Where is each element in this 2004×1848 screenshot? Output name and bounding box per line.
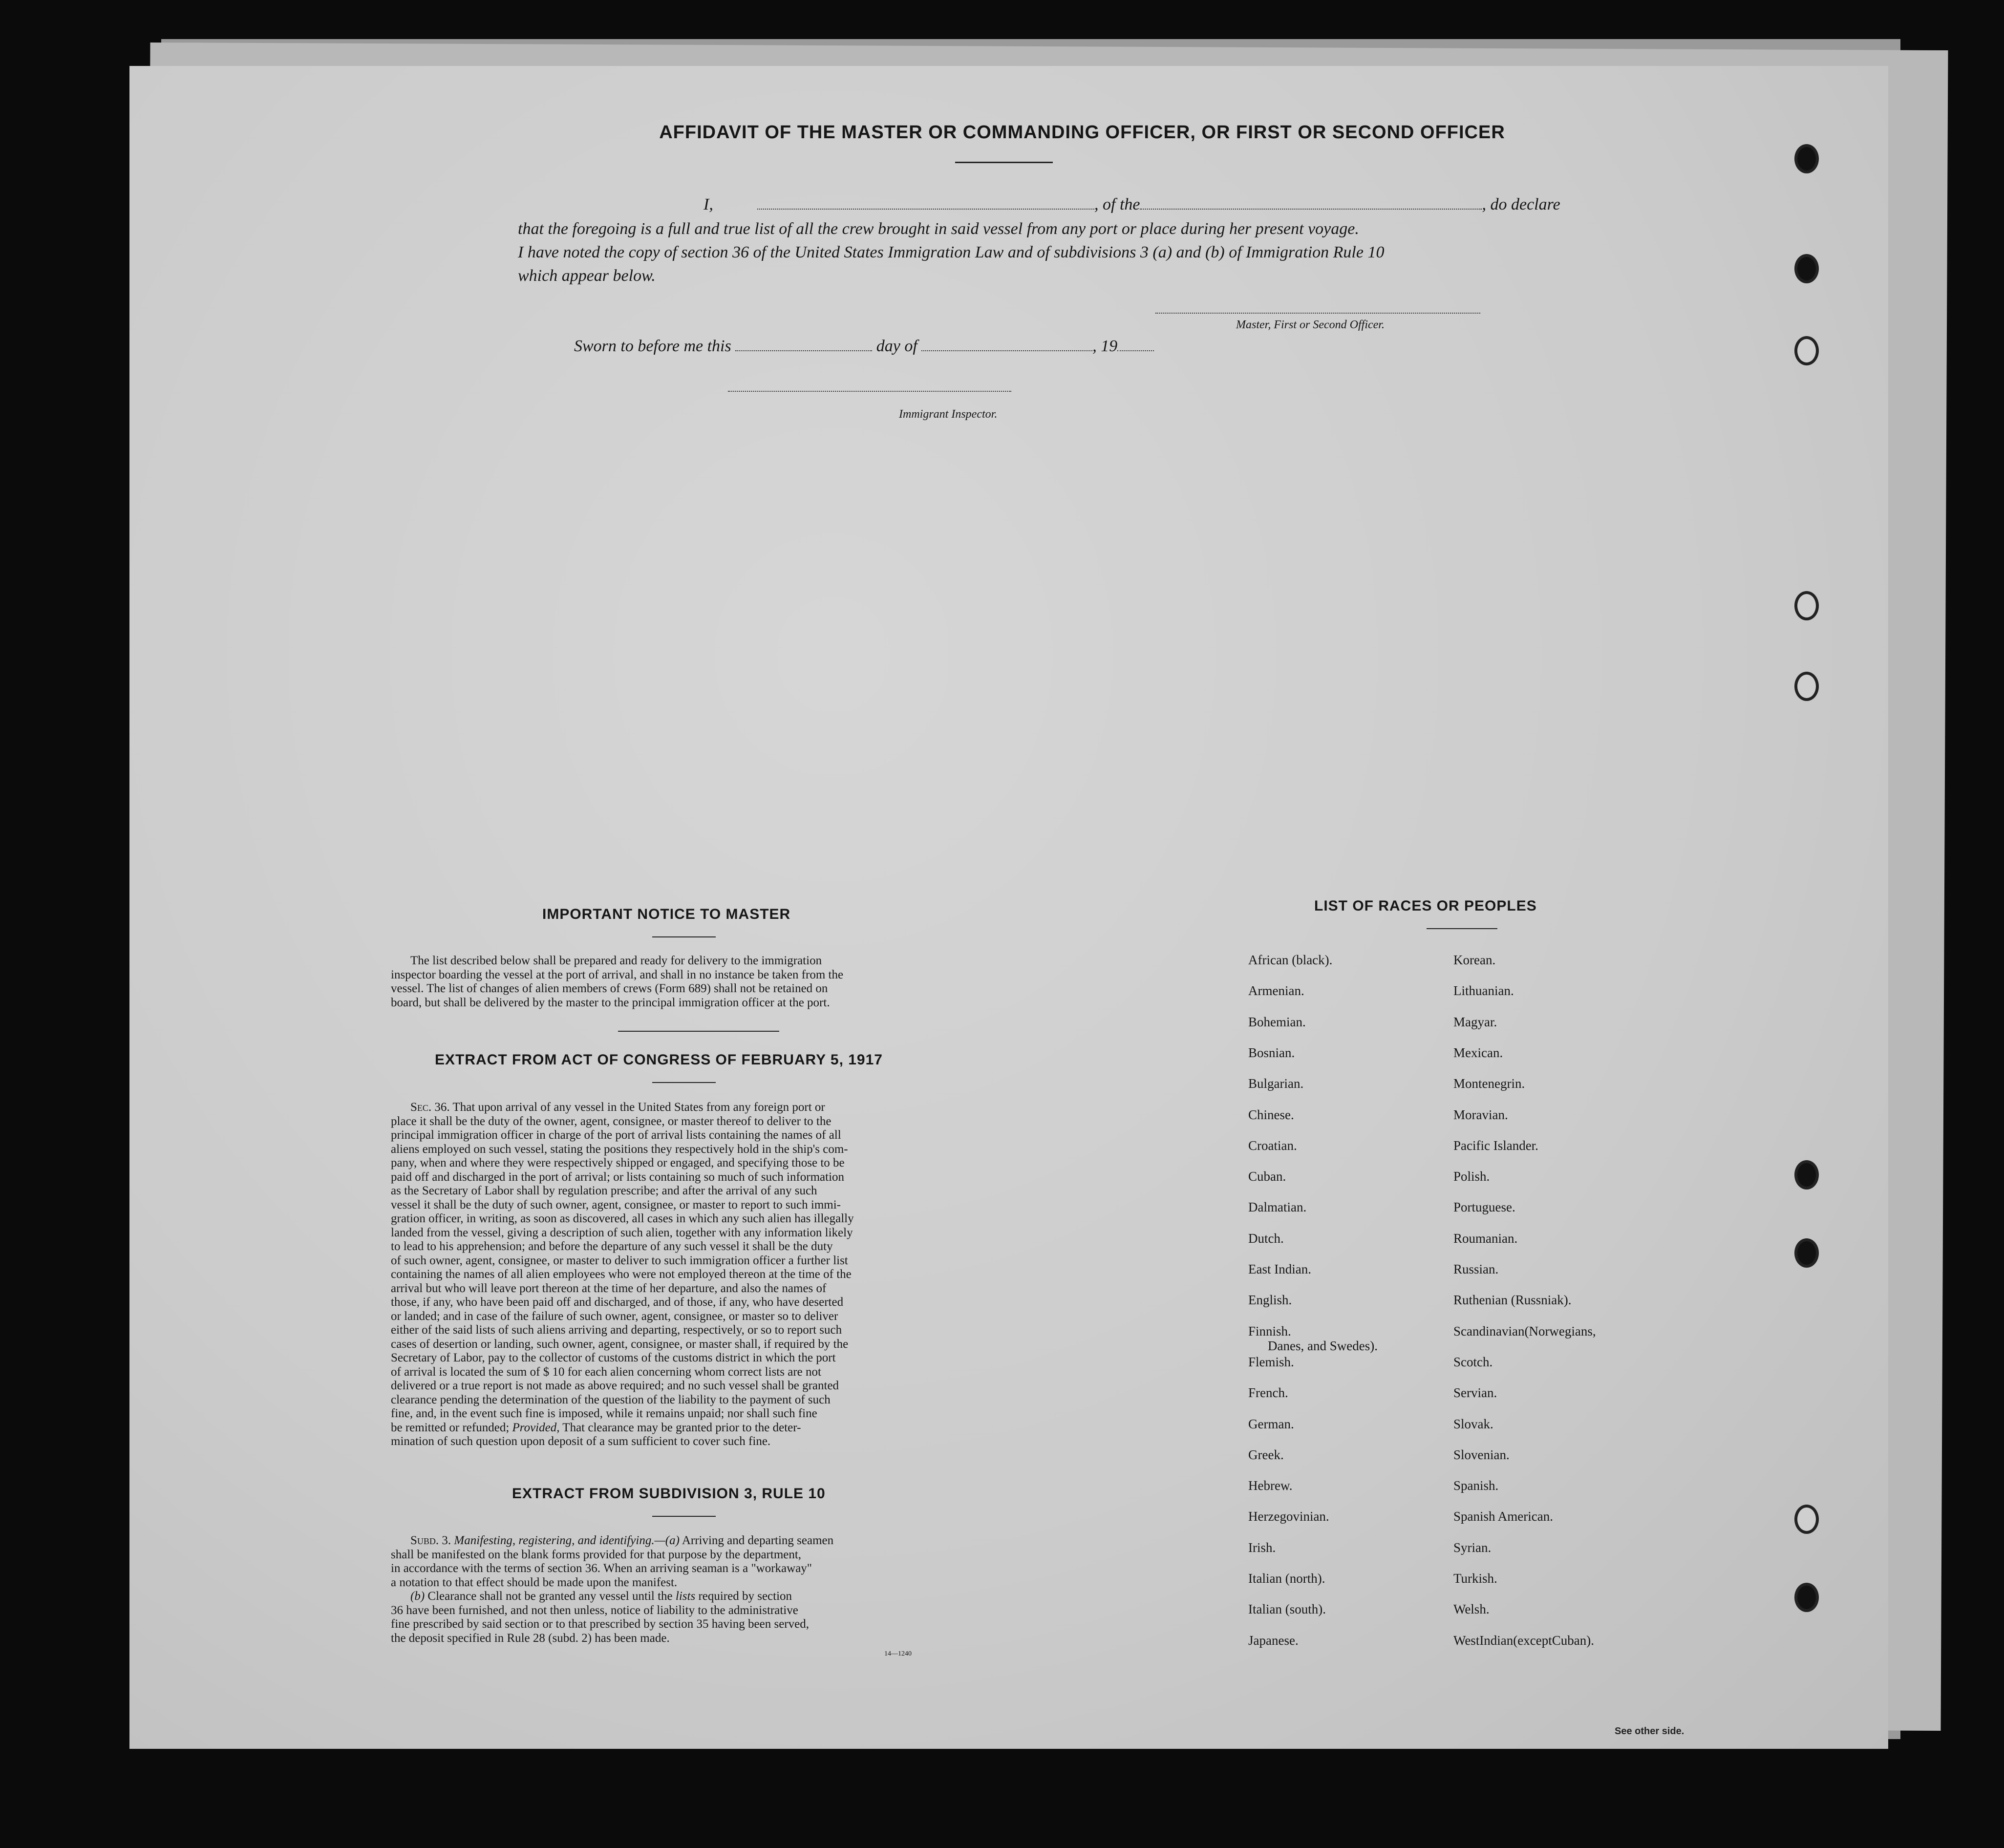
race-item: Slovenian. bbox=[1453, 1447, 1510, 1462]
notice-line: The list described below shall be prepared and ready for delivery to the immigration bbox=[410, 954, 822, 967]
sworn-day-label: day of bbox=[876, 337, 917, 355]
race-item: Spanish. bbox=[1453, 1478, 1499, 1493]
race-item: Finnish. bbox=[1248, 1323, 1291, 1338]
act-line: containing the names of all alien employees who were not employed thereon at the time of the bbox=[391, 1268, 852, 1281]
affidavit-line-1 bbox=[572, 195, 1560, 214]
section-rule bbox=[652, 936, 716, 937]
race-item: Portuguese. bbox=[1453, 1200, 1515, 1215]
race-item: Magyar. bbox=[1453, 1014, 1497, 1029]
rule-line: 36 have been furnished, and not then unless, notice of liability to the administrative bbox=[391, 1603, 798, 1617]
race-item: Polish. bbox=[1453, 1169, 1490, 1184]
race-item: Welsh. bbox=[1453, 1602, 1490, 1617]
race-item: Italian (south). bbox=[1248, 1602, 1326, 1617]
race-item: Croatian. bbox=[1248, 1138, 1297, 1153]
clause-label: (b) bbox=[410, 1590, 425, 1603]
section-label: Sec. 36. bbox=[410, 1101, 450, 1114]
rule-line: fine prescribed by said section or to that prescribed by section 35 having been served, bbox=[391, 1617, 809, 1631]
race-item: African (black). bbox=[1248, 953, 1333, 967]
notice-line: inspector boarding the vessel at the port of arrival, and shall in no instance be taken from the bbox=[391, 968, 844, 981]
act-line: of such owner, agent, consignee, or master to deliver to such immigration officer a further list bbox=[391, 1253, 848, 1267]
margin-note: See other side. bbox=[1615, 1726, 1684, 1737]
punch-hole bbox=[1794, 672, 1819, 701]
act-line-text: That upon arrival of any vessel in the United States from any foreign port or bbox=[452, 1101, 825, 1114]
lists-word: lists bbox=[675, 1590, 696, 1603]
act-line: of arrival is located the sum of $ 10 for each alien concerning whom correct lists are not bbox=[391, 1365, 821, 1379]
affidavit-line-2: that the foregoing is a full and true list of all the crew brought in said vessel from any port or place during her present voyage. bbox=[518, 220, 1359, 238]
notice-line: vessel. The list of changes of alien members of crews (Form 689) shall not be retained on bbox=[391, 982, 828, 995]
race-item: Scandinavian(Norwegians, bbox=[1453, 1323, 1596, 1338]
race-item: Montenegrin. bbox=[1453, 1076, 1525, 1091]
act-line: or landed; and in case of the failure of such owner, agent, consignee, or master so to deliver bbox=[391, 1309, 838, 1323]
race-item: Cuban. bbox=[1248, 1169, 1286, 1184]
act-line-text: That clearance may be granted prior to the deter- bbox=[562, 1421, 801, 1434]
race-item: Pacific Islander. bbox=[1453, 1138, 1538, 1153]
sworn-prefix: Sworn to before me this bbox=[574, 337, 731, 355]
races-title: LIST OF RACES OR PEOPLES bbox=[1314, 898, 1537, 914]
act-line: clearance pending the determination of the question of the liability to the payment of such bbox=[391, 1393, 831, 1406]
rule-line bbox=[391, 1534, 1099, 1548]
act-line: either of the said lists of such aliens arriving and departing, respectively, or so to report such bbox=[391, 1323, 842, 1337]
act-line: place it shall be the duty of the owner, agent, consignee, or master thereof to deliver to the bbox=[391, 1114, 831, 1128]
affidavit-line-4: which appear below. bbox=[518, 267, 656, 285]
race-item: Chinese. bbox=[1248, 1107, 1294, 1122]
race-item: Italian (north). bbox=[1248, 1571, 1325, 1586]
act-line: landed from the vessel, giving a description of such alien, together with any information likely bbox=[391, 1226, 853, 1239]
race-item: Korean. bbox=[1453, 953, 1496, 967]
punch-hole bbox=[1794, 144, 1819, 173]
form-number: 14—1240 bbox=[884, 1650, 912, 1657]
race-item: Ruthenian (Russniak). bbox=[1453, 1293, 1572, 1308]
punch-hole bbox=[1794, 1238, 1819, 1268]
affidavit-title: AFFIDAVIT OF THE MASTER OR COMMANDING OFFICER, OR FIRST OR SECOND OFFICER bbox=[659, 122, 1505, 143]
race-item: Flemish. bbox=[1248, 1354, 1294, 1369]
race-item: English. bbox=[1248, 1293, 1292, 1308]
pronoun-label: I, bbox=[704, 195, 713, 213]
race-item: Greek. bbox=[1248, 1447, 1284, 1462]
rule-line bbox=[391, 1590, 1099, 1604]
rule-line: the deposit specified in Rule 28 (subd. 2) has been made. bbox=[391, 1631, 670, 1645]
section-rule bbox=[1427, 928, 1497, 929]
sworn-month-field[interactable] bbox=[921, 340, 1092, 351]
race-item: Mexican. bbox=[1453, 1045, 1503, 1060]
race-item: Irish. bbox=[1248, 1540, 1276, 1555]
race-item: Servian. bbox=[1453, 1385, 1497, 1401]
race-item: Dutch. bbox=[1248, 1231, 1284, 1246]
race-item: French. bbox=[1248, 1385, 1288, 1401]
act-line: those, if any, who have been paid off and discharged, and of those, if any, who have deserted bbox=[391, 1296, 844, 1309]
act-line: as the Secretary of Labor shall by regulation prescribe; and after the arrival of any such bbox=[391, 1184, 817, 1197]
sworn-line bbox=[574, 337, 1154, 356]
subdivision-label: Subd. 3. bbox=[410, 1534, 451, 1547]
race-item: Spanish American. bbox=[1453, 1509, 1553, 1524]
rule-line: in accordance with the terms of section 36. When an arriving seaman is a "workaway" bbox=[391, 1562, 812, 1575]
officer-name-field[interactable] bbox=[757, 198, 1094, 210]
race-item: Japanese. bbox=[1248, 1633, 1299, 1648]
act-line: delivered or a true report is not made as above required; and no such vessel shall be granted bbox=[391, 1379, 839, 1392]
act-extract-title: EXTRACT FROM ACT OF CONGRESS OF FEBRUARY 5, 1917 bbox=[435, 1052, 883, 1068]
rule-line-text: Clearance shall not be granted any vessel until the bbox=[427, 1590, 673, 1603]
race-item: Dalmatian. bbox=[1248, 1200, 1307, 1215]
race-item: Turkish. bbox=[1453, 1571, 1497, 1586]
act-line: to lead to his apprehension; and before the departure of any such vessel it shall be the duty bbox=[391, 1240, 833, 1253]
race-item: Bulgarian. bbox=[1248, 1076, 1304, 1091]
race-item: Hebrew. bbox=[1248, 1478, 1293, 1493]
act-line: vessel it shall be the duty of such owner, agent, consignee, or master to report to such immi- bbox=[391, 1198, 841, 1211]
act-line: aliens employed on such vessel, stating the positions they respectively hold in the ship's com- bbox=[391, 1142, 848, 1156]
rule-line: a notation to that effect should be made upon the manifest. bbox=[391, 1575, 678, 1589]
act-line: gration officer, in writing, as soon as discovered, all cases in which any such alien has illegally bbox=[391, 1212, 854, 1225]
notice-title: IMPORTANT NOTICE TO MASTER bbox=[542, 906, 791, 922]
punch-hole bbox=[1794, 336, 1819, 365]
signature-caption: Master, First or Second Officer. bbox=[1236, 319, 1385, 331]
race-item: WestIndian(exceptCuban). bbox=[1453, 1633, 1594, 1648]
provided-label: Provided, bbox=[512, 1421, 560, 1434]
act-line: principal immigration officer in charge of the port of arrival lists containing the names of all bbox=[391, 1128, 841, 1142]
race-item: Moravian. bbox=[1453, 1107, 1508, 1122]
act-line: pany, when and where they were respectively shipped or engaged, and specifying those to be bbox=[391, 1156, 845, 1169]
race-item: Armenian. bbox=[1248, 983, 1304, 998]
act-line bbox=[391, 1101, 1099, 1115]
race-item: Slovak. bbox=[1453, 1416, 1493, 1431]
of-the-label: , of the bbox=[1094, 195, 1140, 213]
inspector-signature-line[interactable] bbox=[728, 391, 1011, 392]
declare-label: , do declare bbox=[1482, 195, 1560, 213]
rule-extract-paragraph bbox=[391, 1534, 1099, 1645]
race-item: Roumanian. bbox=[1453, 1231, 1518, 1246]
punch-hole bbox=[1794, 1583, 1819, 1612]
rule-line-text: required by section bbox=[698, 1590, 792, 1603]
race-item: Bosnian. bbox=[1248, 1045, 1295, 1060]
sworn-year-label: , 19 bbox=[1092, 337, 1118, 355]
punch-hole bbox=[1794, 591, 1819, 620]
rule-extract-title: EXTRACT FROM SUBDIVISION 3, RULE 10 bbox=[512, 1486, 826, 1502]
act-line-text: be remitted or refunded; bbox=[391, 1421, 510, 1434]
subdivision-heading: Manifesting, registering, and identifying.—(a) bbox=[454, 1534, 680, 1547]
act-line: cases of desertion or landing, such owner, agent, consignee, or master shall, if required by the bbox=[391, 1337, 849, 1351]
affidavit-line-3: I have noted the copy of section 36 of the United States Immigration Law and of subdivisions 3 (a) and (b) of Immigration Rule 10 bbox=[518, 243, 1385, 261]
race-item: Bohemian. bbox=[1248, 1014, 1306, 1029]
race-item: Herzegovinian. bbox=[1248, 1509, 1329, 1524]
act-line: fine, and, in the event such fine is imposed, while it remains unpaid; nor shall such fine bbox=[391, 1407, 817, 1420]
punch-hole bbox=[1794, 1160, 1819, 1190]
act-extract-paragraph bbox=[391, 1101, 1099, 1449]
race-item: Syrian. bbox=[1453, 1540, 1492, 1555]
act-line: paid off and discharged in the port of arrival; or lists containing so much of such information bbox=[391, 1170, 845, 1184]
sworn-year-field[interactable] bbox=[1117, 340, 1154, 351]
section-rule bbox=[652, 1516, 716, 1517]
act-line: mination of such question upon deposit of a sum sufficient to cover such fine. bbox=[391, 1435, 771, 1448]
notice-paragraph bbox=[391, 954, 1099, 1010]
manifest-page bbox=[129, 66, 1888, 1749]
race-item: Scotch. bbox=[1453, 1354, 1493, 1369]
act-line bbox=[391, 1421, 1099, 1435]
act-line: arrival but who will leave port thereon at the time of her departure, and also the names of bbox=[391, 1281, 827, 1295]
rule-line: shall be manifested on the blank forms provided for that purpose by the department, bbox=[391, 1548, 802, 1561]
section-rule bbox=[652, 1082, 716, 1083]
race-item: Russian. bbox=[1453, 1262, 1499, 1276]
race-item: Lithuanian. bbox=[1453, 983, 1514, 998]
punch-hole bbox=[1794, 1505, 1819, 1534]
title-rule bbox=[955, 162, 1053, 163]
punch-hole bbox=[1794, 254, 1819, 283]
notice-line: board, but shall be delivered by the master to the principal immigration officer at the port. bbox=[391, 996, 830, 1009]
act-line: Secretary of Labor, pay to the collector of customs of the customs district in which the port bbox=[391, 1351, 836, 1364]
sworn-day-field[interactable] bbox=[735, 340, 872, 351]
inspector-caption: Immigrant Inspector. bbox=[899, 408, 998, 421]
section-rule bbox=[618, 1031, 779, 1032]
race-item: East Indian. bbox=[1248, 1262, 1311, 1276]
rule-line-text: Arriving and departing seamen bbox=[682, 1534, 834, 1547]
signature-line[interactable] bbox=[1155, 313, 1480, 314]
race-item: German. bbox=[1248, 1416, 1294, 1431]
vessel-name-field[interactable] bbox=[1140, 198, 1482, 210]
race-item: Danes, and Swedes). bbox=[1268, 1338, 1378, 1353]
